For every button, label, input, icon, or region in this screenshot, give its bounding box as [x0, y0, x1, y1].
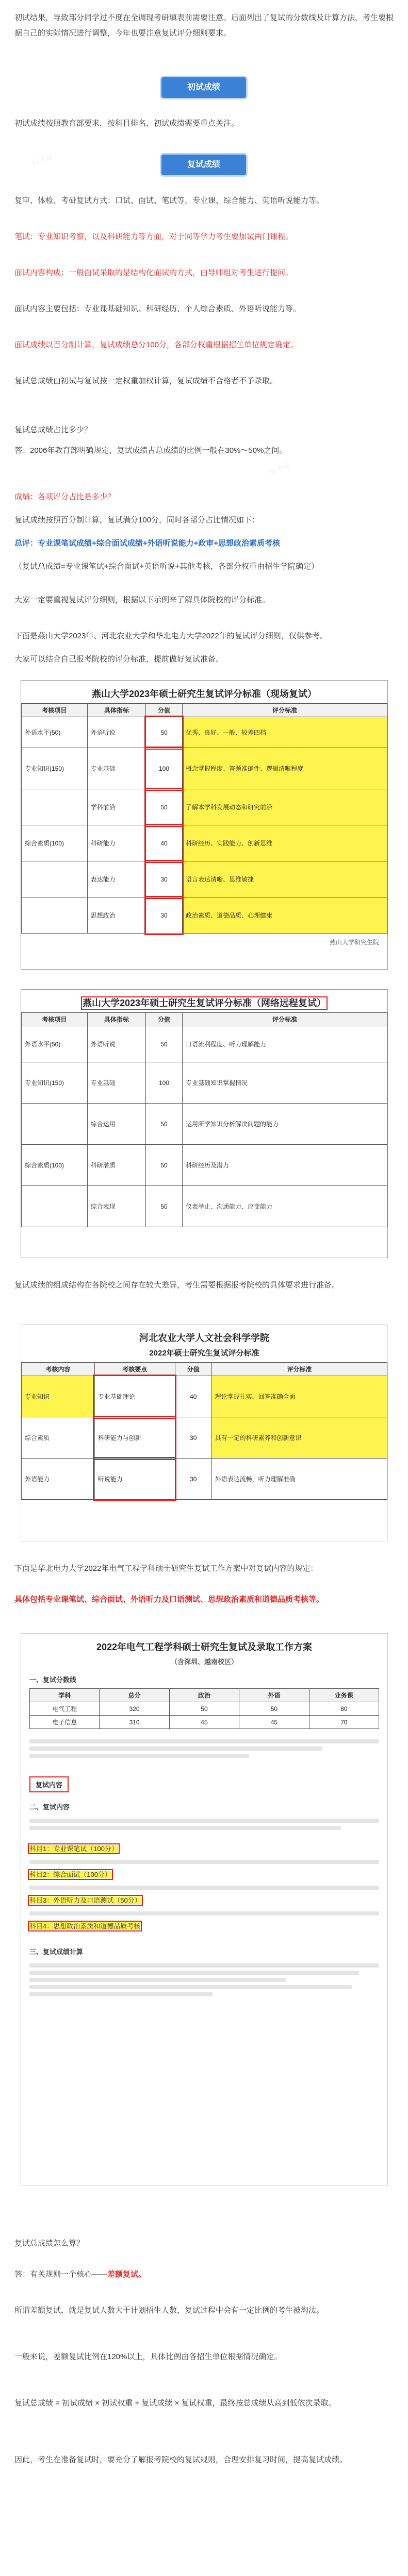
- first-exam-tag: 初试成绩: [161, 77, 246, 98]
- table-header: 具体指标: [87, 704, 145, 717]
- q2-heading: 成绩：各项评分占比是多少？: [14, 493, 116, 501]
- q2-formula: 总评：专业课笔试成绩+综合面试成绩+外语听说能力+政审+思想政治素质考核: [14, 539, 281, 548]
- document-text-line: [29, 1747, 322, 1751]
- scoring-sheet-online: [21, 989, 388, 1258]
- table-row: 综合表现 50 仪表举止、沟通能力、应变能力: [22, 1186, 387, 1227]
- q1-heading: 复试总成绩占比多少？: [14, 426, 92, 434]
- retest-item: 科目1：专业课笔试（100分）: [29, 1845, 118, 1853]
- table-header: 考核项目: [22, 1013, 88, 1026]
- second-exam-tag: 复试成绩: [161, 155, 246, 175]
- table-header: 学科: [30, 1689, 100, 1702]
- total-score-paragraph: 复试总成绩由初试与复试按一定权重加权计算，复试成绩不合格者不予录取。: [14, 377, 278, 385]
- table-row: 外语水平(50) 外语听说 50 优秀、良好、一般、较差四档: [22, 717, 387, 748]
- sheet-title: 河北农业大学人文社会科学学院: [139, 1333, 269, 1343]
- table-header: 评分标准: [182, 1013, 387, 1026]
- section-heading: 二、复试内容: [29, 1803, 70, 1811]
- written-test-paragraph: 笔试：专业知识考察，以及科研能力等方面，对于同等学力考生要加试两门课程。: [14, 232, 293, 241]
- table-row: 外语水平(50) 外语听说 50 口语流利程度、听力理解能力: [22, 1026, 387, 1062]
- q2-line4: 大家一定要重视复试评分细则，根据以下示例来了解具体院校的评分标准。: [14, 596, 270, 604]
- document-text-line: [29, 1819, 379, 1823]
- sheet-title: 2022年电气工程学科硕士研究生复试及录取工作方案: [96, 1642, 313, 1652]
- document-text-line: [29, 1826, 341, 1830]
- document-text-line: [29, 1992, 213, 1996]
- q1-answer: 答：2006年教育部明确规定，复试成绩占总成绩的比例一般在30%～50%之间。: [14, 446, 287, 455]
- table-header: 具体指标: [87, 1013, 145, 1026]
- interview-paragraph: 面试内容构成：一般面试采取的是结构化面试的方式，由导师组对考生进行提问。: [14, 268, 293, 277]
- q4-answer: 答：有关规则一个核心——差额复试。: [14, 2270, 146, 2279]
- sheet-subtitle: （含深圳、越南校区）: [170, 1658, 238, 1666]
- table-header: 考核内容: [22, 1363, 95, 1376]
- section-heading: 三、复试成绩计算: [29, 1948, 84, 1956]
- document-text-line: [29, 1860, 379, 1864]
- scoring-table: [21, 1362, 387, 1500]
- document-text-line: [29, 1739, 379, 1743]
- retest-item: 科目4：思想政治素质和道德品质考核: [29, 1922, 141, 1930]
- cutoff-table: [29, 1688, 379, 1729]
- sheet-subtitle: 2022年硕士研究生复试评分标准: [149, 1349, 259, 1358]
- scoring-sheet-hebau: [21, 1324, 388, 1541]
- table-header: 评分标准: [211, 1363, 387, 1376]
- watermark: 51考研: [30, 152, 55, 167]
- table-header: 考核要点: [94, 1363, 175, 1376]
- document-text-line: [29, 1978, 286, 1982]
- retest-item: 科目3：外语听力及口语测试（50分）: [29, 1896, 141, 1904]
- table-row: 专业知识(150) 专业基础 100 专业基础知识掌握情况: [22, 1062, 387, 1104]
- document-text-line: [29, 1971, 359, 1975]
- retest-content-box: 复试内容: [29, 1776, 69, 1792]
- table-row: 外语能力 听说能力 30 外语表达流畅，听力理解准确: [22, 1459, 387, 1500]
- sheet-note: 燕山大学研究生院: [329, 939, 379, 946]
- table-header: 考核项目: [22, 704, 88, 717]
- q4-paragraph: 因此，考生在准备复试时，要充分了解报考院校的复试规则，合理安排复习时间，提高复试成绩。: [14, 2455, 348, 2464]
- watermark: 51考研: [267, 461, 292, 477]
- table-row: 电子信息 310 45 45 70: [30, 1716, 379, 1729]
- table-row: 思想政治 30 政治素质、道德品质、心理健康: [22, 897, 387, 934]
- table-row: 电气工程 320 50 50 80: [30, 1702, 379, 1716]
- q4-paragraph: 复试总成绩 = 初试成绩 × 初试权重 + 复试成绩 × 复试权重，最终按总成绩从高到低依次录取。: [14, 2399, 336, 2408]
- table-row: 综合运用 50 运用所学知识分析解决问题的能力: [22, 1104, 387, 1145]
- ncepu-intro-paragraph: 下面是华北电力大学2022年电气工程学科硕士研究生复试工作方案中对复试内容的规定：: [14, 1564, 318, 1573]
- table-header: 分值: [146, 1013, 183, 1026]
- sheet-title: 燕山大学2023年硕士研究生复试评分标准（现场复试）: [91, 689, 317, 699]
- table-header: 业务课: [309, 1689, 379, 1702]
- q4-heading: 复试总成绩怎么算？: [14, 2239, 85, 2248]
- sheet-title: 燕山大学2023年硕士研究生复试评分标准（网络远程复试）: [82, 998, 327, 1008]
- scoring-table: [21, 1012, 387, 1227]
- table-row: 综合素质(100) 科研能力 40 科研经历、实践能力、创新思维: [22, 825, 387, 861]
- q2-line6: 大家可以结合自己报考院校的评分标准，提前做好复试准备。: [14, 655, 224, 664]
- table-row: 学科前沿 50 了解本学科发展动态和研究前沿: [22, 789, 387, 825]
- section-heading: 一、复试分数线: [29, 1676, 77, 1684]
- q4-paragraph: 一般来说，差额复试比例在120%以上，具体比例由各招生单位根据情况确定。: [14, 2352, 282, 2361]
- ncepu-document: [21, 1633, 388, 2185]
- interview-content-paragraph: 面试内容主要包括：专业课基础知识、科研经历、个人综合素质、外语听说能力等。: [14, 304, 301, 313]
- first-exam-paragraph: 初试成绩按照教育部要求，按科目排名，初试成绩需要重点关注。: [14, 119, 239, 128]
- table-row: 综合素质 科研能力与创新 30 具有一定的科研素养和创新意识: [22, 1417, 387, 1459]
- document-text-line: [29, 1886, 379, 1890]
- document-text-line: [29, 1754, 249, 1758]
- document-text-line: [29, 1985, 352, 1989]
- table-header: 分值: [146, 704, 183, 717]
- intro-paragraph: 初试结果，导致部分同学过不度在全调现考研填表前需要注意。后面列出了复试的分数线及计算方法，考生要根据自己的实际情况进行调整，今年也要注意复试评分细则要求。: [14, 13, 394, 38]
- retest-paragraph: 复审、体检、考研复试方式：口试、面试、笔试等，专业课、综合能力、英语听说能力等。: [14, 196, 324, 205]
- mid-paragraph: 复试成绩的组成结构在各院校之间存在较大差异，考生需要根据报考院校的具体要求进行准备。: [14, 1281, 340, 1290]
- ncepu-content-paragraph: 具体包括专业课笔试、综合面试、外语听力及口语测试、思想政治素质和道德品质考核等。: [14, 1595, 324, 1604]
- interview-score-paragraph: 面试成绩以百分制计算，复试成绩总分100分，各部分权重根据招生单位规定确定。: [14, 341, 299, 349]
- q2-line3: （复试总成绩=专业课笔试+综合面试+英语听说+其他考核，各部分权重由招生学院确定）: [14, 562, 319, 571]
- table-header: 分值: [175, 1363, 211, 1376]
- table-header: 外语: [239, 1689, 309, 1702]
- table-header: 政治: [169, 1689, 239, 1702]
- q2-line5: 下面是燕山大学2023年、河北农业大学和华北电力大学2022年的复试评分细则，仅供参考。: [14, 632, 328, 640]
- document-text-line: [29, 1911, 379, 1916]
- table-row: 专业知识 专业基础理论 40 理论掌握扎实，回答准确全面: [22, 1376, 387, 1417]
- table-row: 专业知识(150) 专业基础 100 概念掌握程度、答题准确性、逻辑清晰程度: [22, 748, 387, 789]
- scoring-table: [21, 703, 387, 934]
- table-row: 综合素质(100) 科研潜质 50 科研经历及潜力: [22, 1145, 387, 1186]
- table-row: 表达能力 30 语言表达清晰、思维敏捷: [22, 861, 387, 897]
- table-header: 总分: [100, 1689, 169, 1702]
- q4-paragraph: 所谓差额复试，就是复试人数大于计划招生人数，复试过程中会有一定比例的考生被淘汰。: [14, 2306, 324, 2315]
- retest-item: 科目2：综合面试（100分）: [29, 1871, 111, 1878]
- q2-line1: 复试成绩按照百分制计算，复试满分100分，同时各部分占比情况如下：: [14, 516, 260, 524]
- retest-items: [21, 1833, 387, 1942]
- table-header: 评分标准: [182, 704, 387, 717]
- scoring-sheet-onsite: [21, 680, 388, 970]
- document-text-line: [29, 1963, 379, 1968]
